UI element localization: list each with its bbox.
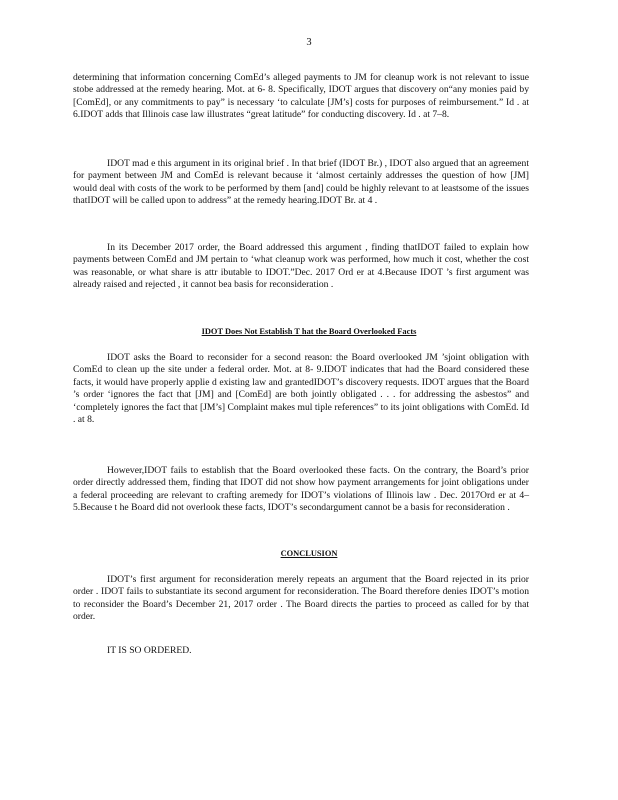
section-heading-text: CONCLUSION	[280, 549, 338, 558]
paragraph-failure-to-establish: However,IDOT fails to establish that the Board overlooked these facts. On the contrary, the Board’s prior order directly addressed them, finding that IDOT did not show how payment arrangements for joint obligations under a federal proceeding are relevant to crafting aremedy for IDOT’s violations of Illinois law . Dec. 2017Ord er at 4–5.Because t he Board did not overlook these facts, IDOT’s secondargument cannot be a basis for reconsideration .	[73, 465, 529, 514]
paragraph-conclusion: IDOT’s first argument for reconsideration merely repeats an argument that the Board rejected in its prior order . IDOT fails to substantiate its second argument for reconsideration. The Board therefore denies IDOT’s motion to reconsider the Board’s December 21, 2017 order . The Board directs the parties to proceed as called for by that order.	[73, 574, 529, 623]
section-heading-conclusion	[0, 548, 618, 560]
page-number: 3	[306, 37, 312, 48]
paragraph-original-brief: IDOT mad e this argument in its original brief . In that brief (IDOT Br.) , IDOT also argued that an agreement for payment between JM and ComEd is relevant because it ‘almost certainly addresses the question of how [JM] would deal with costs of the work to be performed by them [and] could be highly relevant to at leastsome of the issues thatIDOT will be called upon to address” at the remedy hearing.IDOT Br. at 4 .	[73, 158, 529, 207]
paragraph-discovery-argument: determining that information concerning ComEd’s alleged payments to JM for cleanup work is not relevant to issue stobe addressed at the remedy hearing. Mot. at 6- 8. Specifically, IDOT argues that discovery on“any monies paid by [ComEd], or any commitments to pay” is necessary ‘to calculate [JM’s] costs for purposes of reimbursement.” Id . at 6.IDOT adds that Illinois case law illustrates “great latitude” for conducting discovery. Id . at 7–8.	[73, 72, 529, 121]
section-heading-overlooked-facts	[0, 326, 618, 338]
paragraph-second-reason: IDOT asks the Board to reconsider for a second reason: the Board overlooked JM ’sjoint obligation with ComEd to clean up the site under a federal order. Mot. at 8- 9.IDOT indicates that had the Board considered these facts, it would have properly applie d existing law and grantedIDOT’s discovery requests. IDOT argues that the Board ’s order ‘ignores the fact that [JM] and [ComEd] are both jointly obligated . . . for addressing the asbestos” and ‘completely ignores the fact that [JM’s] Complaint makes mul tiple references” to its joint obligations with ComEd. Id . at 8.	[73, 352, 529, 426]
paragraph-ordered: IT IS SO ORDERED.	[107, 645, 192, 656]
paragraph-december-order: In its December 2017 order, the Board addressed this argument , finding thatIDOT failed to explain how payments between ComEd and JM pertain to ‘what cleanup work was performed, how much it cost, whether the cost was reasonable, or what share is attr ibutable to IDOT.”Dec. 2017 Ord er at 4.Because IDOT ’s first argument was already raised and rejected , it cannot bea basis for reconsideration .	[73, 242, 529, 291]
section-heading-text: IDOT Does Not Establish T hat the Board Overlooked Facts	[201, 327, 417, 336]
